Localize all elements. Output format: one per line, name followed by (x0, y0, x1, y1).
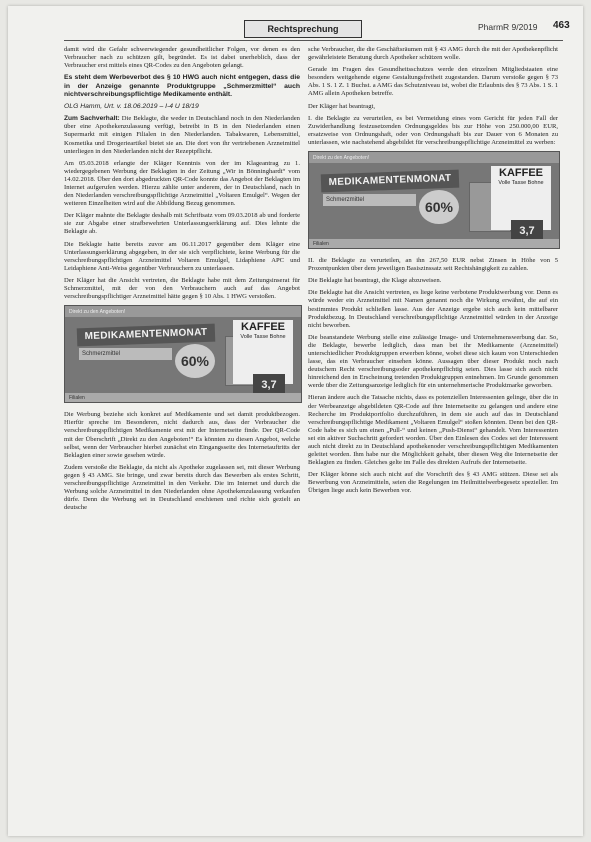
paragraph: Zudem verstoße die Beklagte, da nicht als Apotheke zugelassen sei, mit dieser Werbung gegen § 43 AMG. Sie bringe, und zwar bereits durch das Bewerben als erstes Schritt, verschreibungspflichtige Arzneimittel in den Verkehr. Die im Internet und durch die Werbung solche Arzneimittel in den Niederlanden ohne Apothekenzulassung verkaufen dürfe. Denn die Werbung sei in Deutschland erschienen und richte sich gezielt an deutsche (64, 463, 300, 512)
document-page (8, 6, 583, 836)
advertisement-image (308, 151, 560, 249)
journal-reference: PharmR 9/2019 (478, 22, 538, 32)
paragraph: Der Kläger mahnte die Beklagte deshalb mit Schriftsatz vom 09.03.2018 ab und forderte sie zur Abgabe einer strafbewehrten Unterlassungserklärung auf. Dies lehnte die Beklagte ab. (64, 212, 300, 236)
ad-footer: Filialen (309, 239, 559, 248)
paragraph: Der Kläger hat die Ansicht vertreten, die Beklagte habe mit dem Zeitungsinserat für Schmerzmittel, mit der von den Verbrauchern auch auf das Angebot verschreibungspflichtiger Arzneimittel hätte gegen § 10 Abs. 1 HWG verstoßen. (64, 276, 300, 301)
page-header (8, 20, 583, 40)
guiding-principle: Es steht dem Werbeverbot des § 10 HWG auch nicht entgegen, dass die in der Anzeige genannte Produktgruppe „Schmerzmittel“ auch nichtverschreibungspflichtige Medikamente enthält. (64, 74, 300, 98)
ad-discount-burst: 60% (419, 190, 459, 224)
paragraph: sche Verbraucher, die die Geschäftsräumen mit § 43 AMG durch die mit der Apothekenpflicht gewährleistete Beratung durch Apotheker schützen wolle. (308, 46, 558, 62)
paragraph: damit wird die Gefahr schwerwiegender gesundheitlicher Folgen, vor denen es den Verbraucher nach zu schützen gilt, begründet. Es ist dabei unerheblich, dass der Verbraucher erst mittels eines QR-Codes zu den Angeboten gelangt. (64, 46, 300, 70)
header-rule (64, 40, 563, 41)
paragraph: Der Kläger hat beantragt, (308, 102, 376, 110)
ad-banner: MEDIKAMENTENMONAT (77, 324, 216, 347)
ad-subtitle: Schmerzmittel (79, 348, 172, 360)
paragraph: Die beanstandete Werbung stelle eine zulässige Image- und Unternehmenswerbung dar. So, die Beklagte, bewerbe lediglich, dass man bei ihr Medikamente (Arzneimittel) unterschiedlicher Produktgruppen erwerben könne, wobei diese sich kaum von Unterschieden lasse, das ein Verbraucher einsehen könne. Aussagen über dieser Produkt noch nach deutschem Recht verschreibungsoder apothekenpflichtig seien. Dies lasse sich auch nicht hinreichend den in Erscheinung tretenden Produktgruppen entnehmen. Im Grunde genommen werde über die Zeitungsanzeige lediglich für ein unternehmerische Produktmarke geworben. (308, 333, 558, 390)
ad-kaffee-text: Volle Tasse Bohne (498, 180, 544, 187)
paragraph: Am 05.03.2018 erlangte der Kläger Kenntnis von der im Klageantrag zu 1. wiedergegebenen Werbung der Beklagten in der Zeitung „Wir in Bönninghardt“ vom 14.02.2018. Über den dort abgedruckten QR-Code konnte das Angebot der Beklagten im Internet aufgerufen werden. Hierzu zählte unter anderem, der in Deutschland, nach in den Niederlanden verschreibungspflichtige Arzneimittel „Voltaren Emulgel“. Wegen der weiteren Einzelheiten wird auf die Abbildung Bezug genommen. (64, 159, 300, 208)
left-column (64, 46, 300, 516)
ad-price: 3,7 (253, 374, 285, 396)
right-column (308, 46, 558, 500)
paragraph: Hieran ändere auch die Tatsache nichts, dass es potenziellen Interessenten gelinge, über die in der Werbeanzeige abgebildeten QR-Code auf ihre Internetseite zu gelangen und andere eine Recherche im Produktportfolio durchzuführen, in dem sie auch auf das in Deutschland verschreibungspflichtige Medikament „Voltaren Emulgel“ stoßen könnten. Denn bei den QR-Code habe es sich um einen „Pull-“ und keinen „Push-Dienst“ gehandelt. Vom Interessenten sei ein aktiver Suchschritt gefordert worden. Über den Einlesen des Codes sei der Interessent auch nicht direkt zu in Deutschland apothekenoder verschreibungspflichtigen Medikamenten geleitet worden. Ihm habe nur die Möglichkeit gehabt, über diesen Weg die Internetseite der Beklagten zu finden. Gleiches gelte im Falle des direkten Aufrufs der Internetseite. (308, 394, 558, 467)
facts-heading: Zum Sachverhalt: (64, 115, 120, 123)
page-number: 463 (553, 20, 570, 31)
paragraph: Die Beklagte hat die Ansicht vertreten, es liege keine verbotene Produktwerbung vor. Denn es würde weder ein Arzneimittel mit Namen genannt noch die Wirkung erwähnt, die auf ein bestimmtes Produkt schließen lasse. Aus der Anzeige ergebe sich auch kein mittelbarer Produktbezug. In Deutschland verschreibungspflichtige Arzneimittel würden in der Anzeige nicht beworben. (308, 289, 558, 329)
paragraph: Die Beklagte hat beantragt, die Klage abzuweisen. (308, 277, 442, 285)
ad-strip: Direkt zu den Angeboten! (309, 152, 559, 163)
section-title: Rechtsprechung (244, 20, 362, 38)
paragraph: Die Beklagte hatte bereits zuvor am 06.11.2017 gegenüber dem Kläger eine Unterlassungserklärung abgegeben, in der sie sich verpflichtete, keine Werbung für die verschreibungspflichtigen Arzneimittel Voltaren Emulgel, Lidaphiene APC und Leidaphiene Anti-Weiss gegenüber Verbrauchern zu unterlassen. (64, 240, 300, 272)
paragraph: I. die Beklagte zu verurteilen, es bei Vermeidung eines vom Gericht für jeden Fall der Zuwiderhandlung festzusetzenden Ordnungsgeldes bis zur Höhe von 250.000,00 EUR, ersatzweise von Ordnungshaft, oder von Ordnungshaft bis zur Dauer von 6 Monaten zu unterlassen, wie nachstehend abgebildet für verschreibungspflichtige Arzneimittel zu werben: (308, 114, 558, 146)
ad-price: 3,7 (511, 220, 543, 242)
paragraph: II. die Beklagte zu verurteilen, an ihn 267,50 EUR nebst Zinsen in Höhe von 5 Prozentpunkten über dem jeweiligen Basiszinssatz seit Rechtshängigkeit zu zahlen. (308, 257, 558, 273)
ad-banner: MEDIKAMENTENMONAT (321, 170, 460, 193)
ad-footer: Filialen (65, 393, 301, 402)
ad-kaffee-title: KAFFEE (241, 321, 285, 334)
paragraph: Zum Sachverhalt: Die Beklagte, die weder in Deutschland noch in den Niederlanden über eine Apothekenzulassung verfügt, betreibt in B in den Niederlanden einen Supermarkt mit einigen Filialen in den Niederlanden. Tabakwaren, Lebensmittel, Kosmetika und Drogerieartikel bietet sie an. Die dort von ihr vertriebenen Arzneimittel unterliegen in den Niederlanden nicht der Rezeptpflicht. (64, 115, 300, 155)
ad-subtitle: Schmerzmittel (323, 194, 416, 206)
advertisement-image (64, 305, 302, 403)
ad-kaffee-title: KAFFEE (499, 167, 543, 180)
ad-discount-burst: 60% (175, 344, 215, 378)
ad-strip: Direkt zu den Angeboten! (65, 306, 301, 317)
ad-kaffee-text: Volle Tasse Bohne (240, 334, 286, 341)
court-citation: OLG Hamm, Urt. v. 18.06.2019 – I-4 U 18/19 (64, 103, 199, 111)
paragraph: Die Werbung beziehe sich konkret auf Medikamente und sei damit produktbezogen. Hierfür spreche im Besonderen, nicht dadurch aus, dass der Verbraucher die verschreibungspflichtigen Medikamente erst mit der Internetseite finde. Der QR-Code mit der Überschrift „Direkt zu den Angeboten!“ Es könnten zu diesen Angebot, welche selbst, wenn der Verbraucher hierbei zunächst ein Eingangsseite des Internetauftritts der Beklagten einer sowie gesehen würde. (64, 411, 300, 459)
paragraph: Der Kläger könne sich auch nicht auf die Vorschrift des § 43 AMG stützen. Diese sei als Bewerbung von Arzneimitteln, seien die Regelungen im Heilmittelwerbegesetz spezieller. Im Übrigen liege auch kein Bewerben vor. (308, 471, 558, 495)
paragraph: Gerade im Fragen des Gesundheitsschutzes werde den einzelnen Mitgliedstaaten eine besonders weitgehende eigene Gestaltungsfreiheit zugestanden. Darum verstoße gegen § 73 Abs. 1 S. 1 Z. 1 Buchst. a AMG das Schutzniveau ist, wobei die Erlaubnis des § 73 Abs. 1 S. 1 AMG allein Apotheken betreffe. (308, 66, 558, 98)
